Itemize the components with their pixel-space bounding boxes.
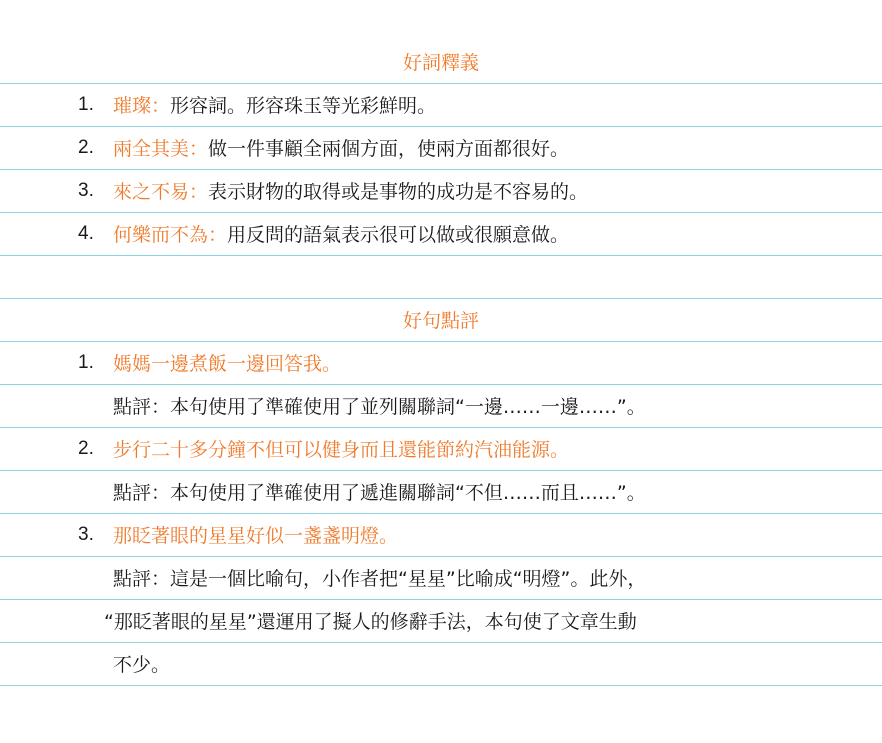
section1-title [0, 40, 882, 83]
word-term: 來之不易： [113, 181, 209, 203]
sentence-item [0, 513, 882, 556]
sentence-item [0, 341, 882, 384]
word-term: 璀璨： [113, 95, 171, 117]
word-entry [113, 220, 569, 247]
sentence-text: 媽媽一邊煮飯一邊回答我。 [113, 353, 342, 375]
word-item [0, 83, 882, 126]
sentence-text: 那眨著眼的星星好似一盞盞明燈。 [113, 525, 399, 547]
word-item [0, 212, 882, 255]
section2-title-text: 好句點評 [402, 310, 479, 332]
rule-line [0, 255, 882, 256]
item-number: 4. [78, 222, 94, 244]
rule-line [0, 685, 882, 686]
word-definition: 做一件事顧全兩個方面，使兩方面都很好。 [208, 138, 570, 160]
comment-text: “那眨著眼的星星”還運用了擬人的修辭手法，本句使了文章生動 [104, 611, 637, 633]
word-entry [113, 91, 436, 118]
item-number: 1. [78, 351, 94, 373]
comment-line [0, 556, 882, 599]
comment-line [0, 470, 882, 513]
item-number: 1. [78, 93, 94, 115]
comment-line [0, 384, 882, 427]
word-item [0, 126, 882, 169]
comment-line [0, 642, 882, 685]
item-number: 2. [78, 136, 94, 158]
word-definition: 形容詞。形容珠玉等光彩鮮明。 [170, 95, 437, 117]
item-number: 3. [78, 179, 94, 201]
word-definition: 用反問的語氣表示很可以做或很願意做。 [227, 224, 570, 246]
section1-title-text: 好詞釋義 [402, 52, 479, 74]
word-entry [113, 134, 569, 161]
item-number: 2. [78, 437, 94, 459]
word-entry [113, 177, 588, 204]
word-term: 何樂而不為： [113, 224, 228, 246]
sentence-item [0, 427, 882, 470]
word-term: 兩全其美： [113, 138, 209, 160]
comment-text: 不少。 [113, 654, 171, 676]
sentence-text: 步行二十多分鐘不但可以健身而且還能節約汽油能源。 [113, 439, 570, 461]
word-definition: 表示財物的取得或是事物的成功是不容易的。 [208, 181, 589, 203]
comment-text: 點評：本句使用了準確使用了並列關聯詞“一邊……一邊……”。 [113, 396, 646, 418]
comment-text: 點評：本句使用了準確使用了遞進關聯詞“不但……而且……”。 [113, 482, 646, 504]
comment-line [0, 599, 882, 642]
section2-title [0, 298, 882, 341]
word-item [0, 169, 882, 212]
comment-text: 點評：這是一個比喻句，小作者把“星星”比喻成“明燈”。此外， [113, 568, 647, 590]
item-number: 3. [78, 523, 94, 545]
